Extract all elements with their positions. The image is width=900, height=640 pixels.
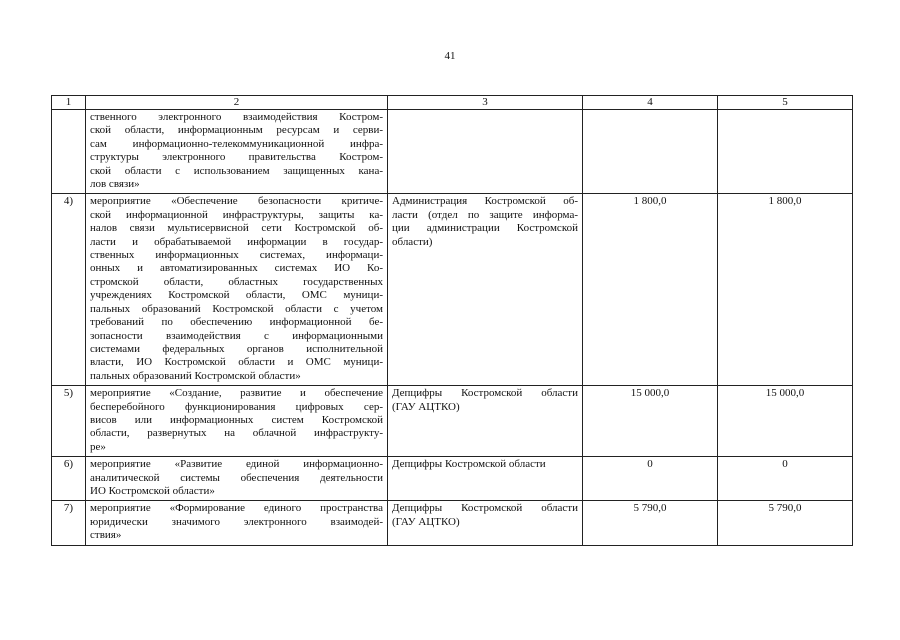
description-line: пальных образований Костромской области с учетом: [90, 302, 383, 315]
amount-column-4-cell: [583, 110, 718, 194]
amount-column-5-cell: 1 800,0: [718, 194, 853, 386]
row-number-cell: 5): [52, 386, 86, 457]
table-row: [52, 194, 853, 386]
description-line: аналитической системы обеспечения деятельности: [90, 471, 383, 484]
description-line: ственных информационных системах, информаци-: [90, 249, 383, 262]
amount-column-4-cell: 15 000,0: [583, 386, 718, 457]
description-line: мероприятие «Формирование единого пространства: [90, 502, 383, 515]
organization-line: ласти (отдел по защите информа-: [392, 208, 578, 221]
measure-description-cell: [86, 457, 388, 501]
responsible-org-cell: [388, 457, 583, 501]
description-line: онных и автоматизированных системах ИО Ко-: [90, 262, 383, 275]
responsible-org-cell: [388, 110, 583, 194]
organization-line: ции администрации Костромской: [392, 222, 578, 235]
description-line: ИО Костромской области»: [90, 484, 215, 497]
measure-description-cell: [86, 386, 388, 457]
row-number-cell: 7): [52, 501, 86, 545]
responsible-org-cell: [388, 194, 583, 386]
measure-description-cell: [86, 501, 388, 545]
description-line: зопасности взаимодействия с информационными: [90, 329, 383, 342]
amount-column-5-cell: 15 000,0: [718, 386, 853, 457]
description-line: системами федеральных органов исполнительной: [90, 342, 383, 355]
description-line: области, развернутых на облачной инфраструкту-: [90, 427, 383, 440]
table-row: [52, 386, 853, 457]
responsible-org-cell: [388, 386, 583, 457]
organization-line: Депцифры Костромской области: [392, 502, 578, 515]
description-line: ствия»: [90, 529, 122, 542]
row-number-cell: 4): [52, 194, 86, 386]
description-line: лов связи»: [90, 178, 140, 191]
description-line: мероприятие «Создание, развитие и обеспечение: [90, 387, 383, 400]
description-line: юридически значимого электронного взаимодей-: [90, 515, 383, 528]
row-number-cell: [52, 110, 86, 194]
description-line: ственного электронного взаимодействия Костром-: [90, 111, 383, 123]
description-line: учреждениях Костромской области, ОМС муници-: [90, 289, 383, 302]
table-row: [52, 110, 853, 194]
description-line: бесперебойного функционирования цифровых сер-: [90, 400, 383, 413]
column-header: 4: [583, 96, 718, 110]
description-line: ласти и обрабатываемой информации в государ-: [90, 235, 383, 248]
responsible-org-cell: [388, 501, 583, 545]
row-number-cell: 6): [52, 457, 86, 501]
table-row: [52, 501, 853, 545]
description-line: мероприятие «Обеспечение безопасности критиче-: [90, 195, 383, 208]
description-line: налов связи мультисервисной сети Костромской об-: [90, 222, 383, 235]
column-header: 1: [52, 96, 86, 110]
amount-column-5-cell: 5 790,0: [718, 501, 853, 545]
amount-column-4-cell: 5 790,0: [583, 501, 718, 545]
table-row: [52, 457, 853, 501]
organization-line: (ГАУ АЦТКО): [392, 515, 460, 528]
amount-column-5-cell: 0: [718, 457, 853, 501]
description-line: сам информационно-телекоммуникационной инфра-: [90, 137, 383, 150]
column-header: 3: [388, 96, 583, 110]
column-header: 2: [86, 96, 388, 110]
column-header: 5: [718, 96, 853, 110]
organization-line: (ГАУ АЦТКО): [392, 400, 460, 413]
organization-line: области): [392, 235, 433, 248]
description-line: пальных образований Костромской области»: [90, 369, 301, 382]
description-line: висов или информационных систем Костромской: [90, 413, 383, 426]
organization-line: Депцифры Костромской области: [392, 387, 578, 400]
description-line: мероприятие «Развитие единой информационно-: [90, 458, 383, 471]
description-line: стромской области, областных государственных: [90, 275, 383, 288]
description-line: ре»: [90, 440, 106, 453]
description-line: ской области, информационным ресурсам и серви-: [90, 124, 383, 137]
description-line: требований по обеспечению информационной бе-: [90, 316, 383, 329]
description-line: ской области с использованием защищенных кана-: [90, 164, 383, 177]
description-line: ской информационной инфраструктуры, защиты ка-: [90, 208, 383, 221]
measure-description-cell: [86, 194, 388, 386]
table-header-row: [52, 96, 853, 110]
page-number: 41: [444, 50, 456, 62]
measures-table: [51, 95, 853, 546]
amount-column-4-cell: 0: [583, 457, 718, 501]
measure-description-cell: [86, 110, 388, 194]
amount-column-5-cell: [718, 110, 853, 194]
description-line: структуры электронного правительства Костром-: [90, 151, 383, 164]
organization-line: Депцифры Костромской области: [392, 458, 546, 471]
organization-line: Администрация Костромской об-: [392, 195, 578, 208]
amount-column-4-cell: 1 800,0: [583, 194, 718, 386]
description-line: власти, ИО Костромской области и ОМС муници-: [90, 356, 383, 369]
